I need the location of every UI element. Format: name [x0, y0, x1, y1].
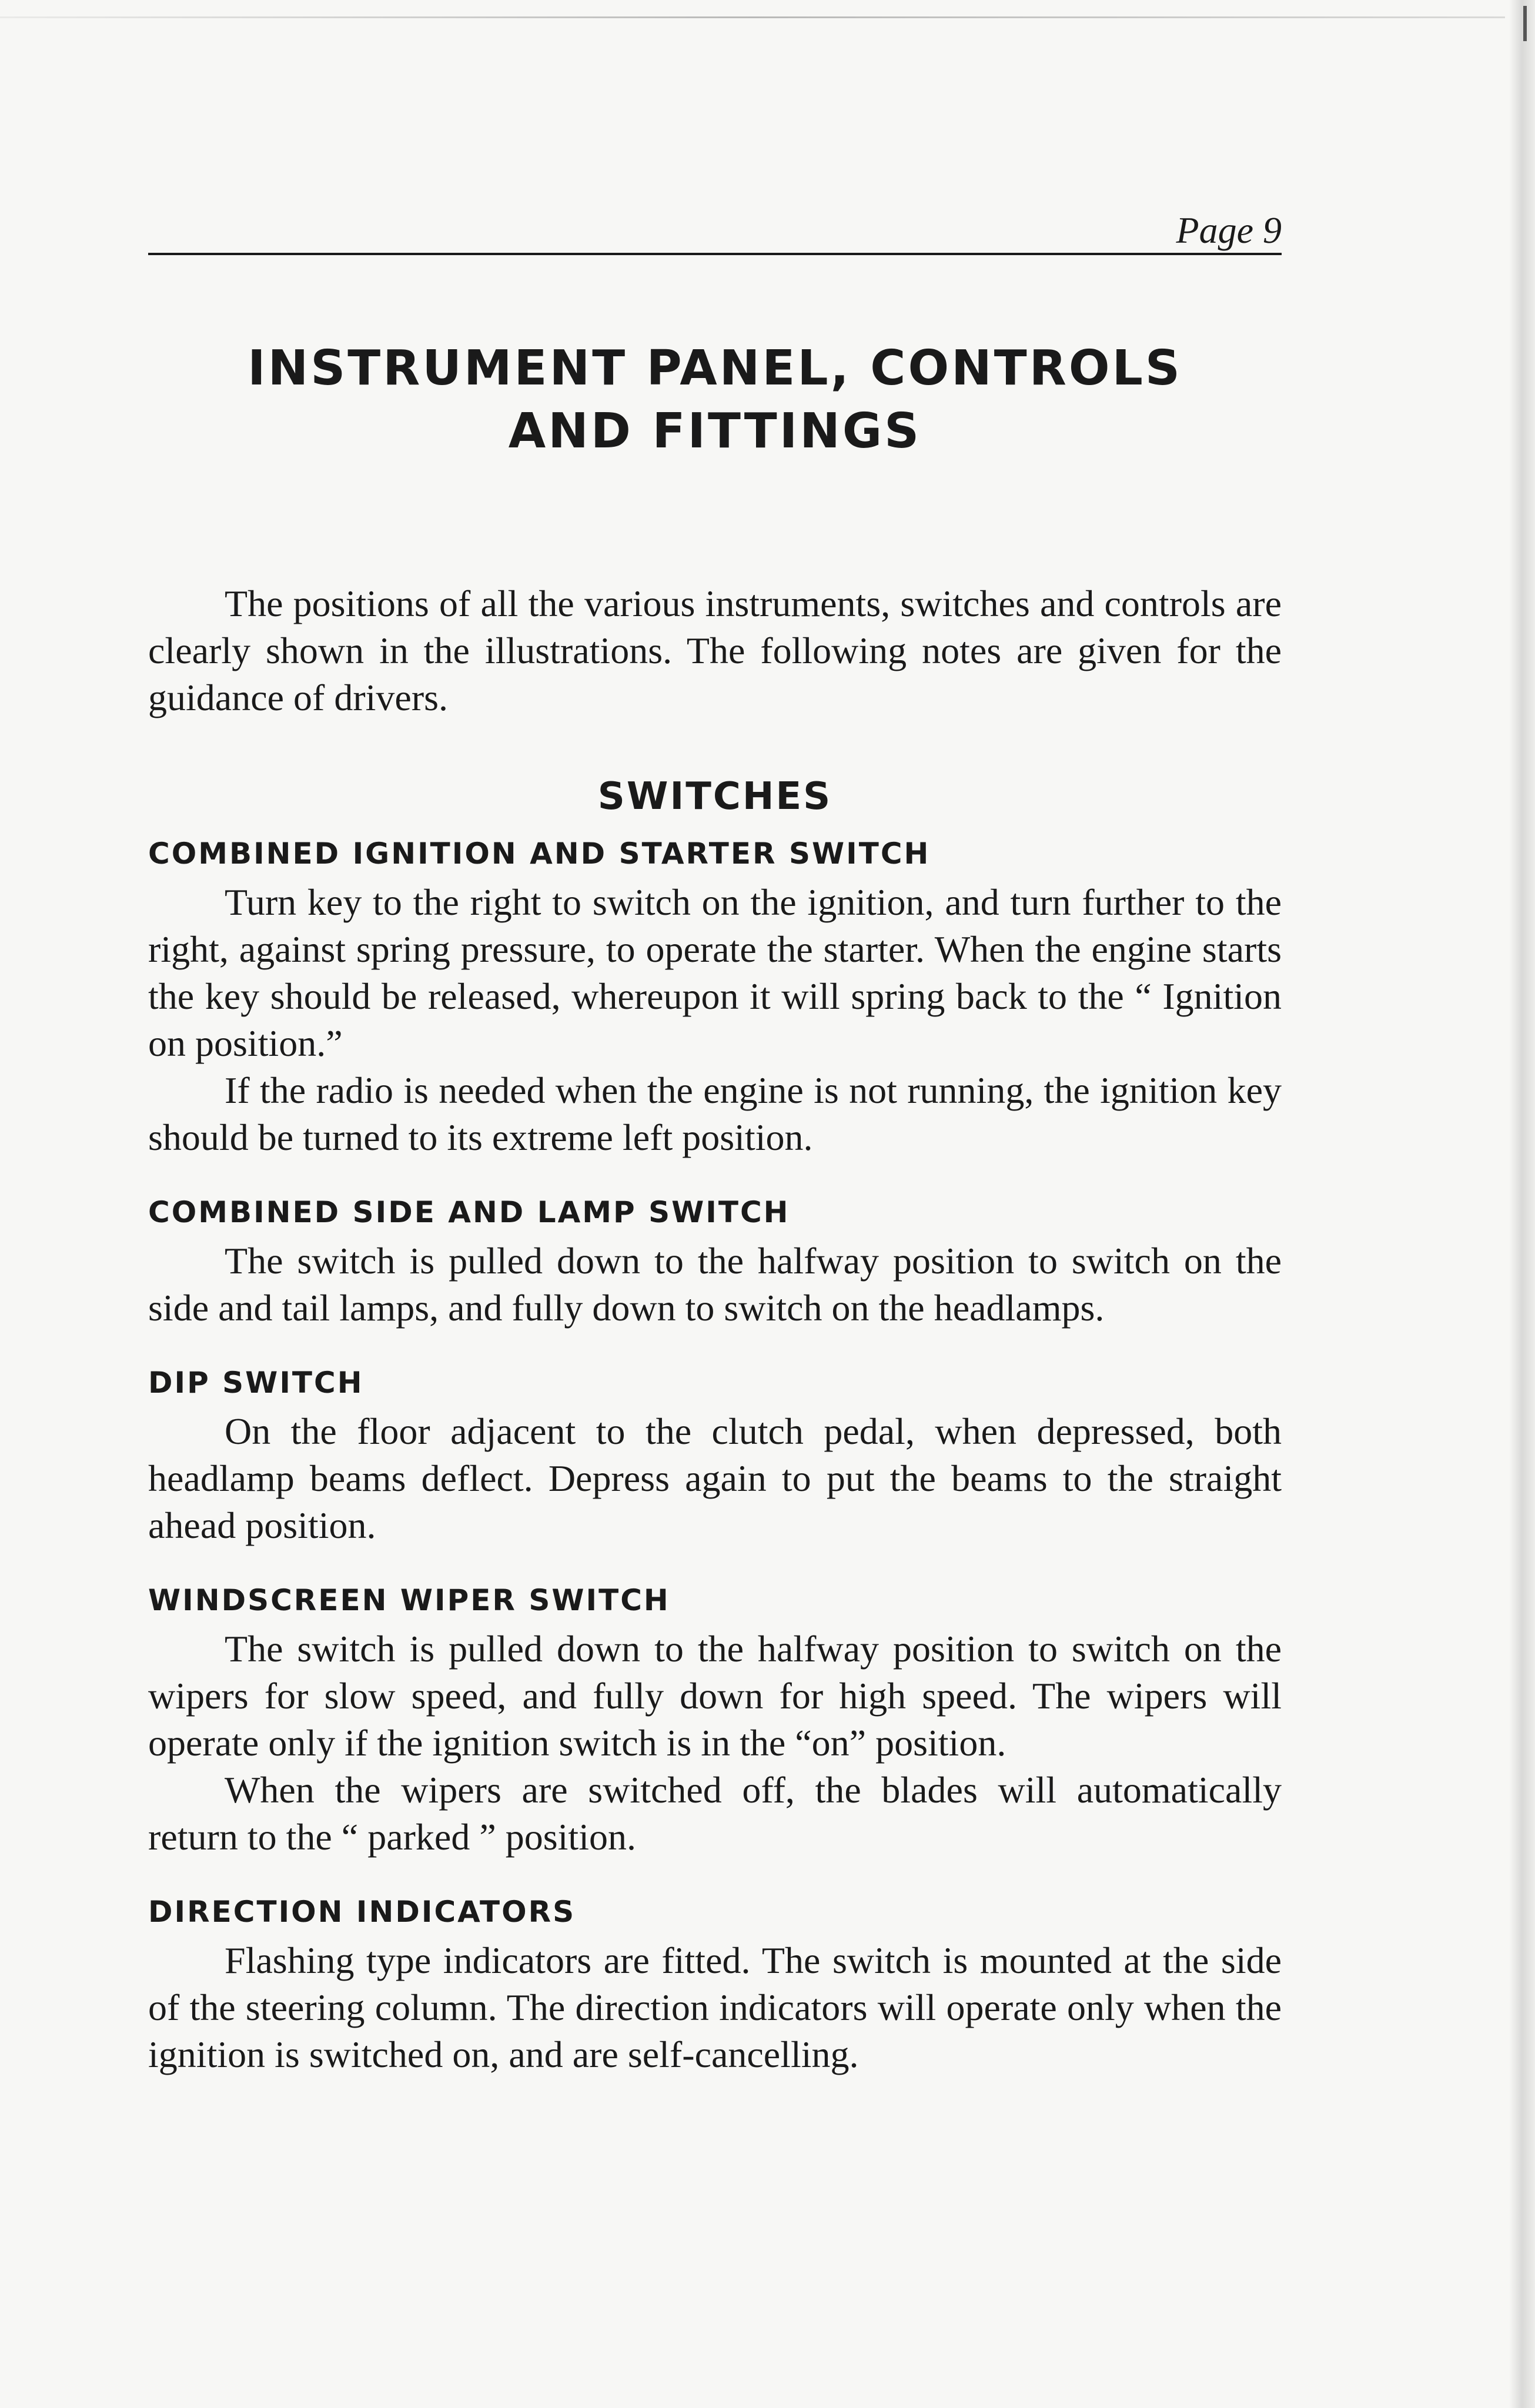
page-title-line-1: INSTRUMENT PANEL, CONTROLS	[248, 340, 1182, 396]
wiper-switch-section	[148, 1583, 1282, 1861]
wiper-switch-paragraph-2: When the wipers are switched off, the blades will automatically return to the “ parked ” position.	[148, 1769, 1282, 1858]
direction-indicators-section	[148, 1897, 1282, 2078]
side-lamp-switch-heading: COMBINED SIDE AND LAMP SWITCH	[148, 1195, 790, 1230]
ignition-switch-heading: COMBINED IGNITION AND STARTER SWITCH	[148, 837, 931, 871]
page-header	[148, 200, 1282, 255]
page-number: Page 9	[1176, 209, 1282, 251]
scan-edge-right	[1509, 0, 1535, 2408]
dip-switch-paragraph: On the floor adjacent to the clutch pedal, when depressed, both headlamp beams deflect. Depress again to put the beams to the straight ahead position.	[148, 1410, 1282, 1547]
dip-switch-heading: DIP SWITCH	[148, 1366, 364, 1400]
direction-indicators-paragraph: Flashing type indicators are fitted. The switch is mounted at the side of the steering column. The direction indicators will operate only when the ignition is switched on, and are self-cancelling.	[148, 1939, 1282, 2076]
wiper-switch-paragraph-1: The switch is pulled down to the halfway position to switch on the wipers for slow speed, and fully down for high speed. The wipers will operate only if the ignition switch is in the “on” position.	[148, 1628, 1282, 1764]
ignition-switch-paragraph-1: Turn key to the right to switch on the ignition, and turn further to the right, against spring pressure, to operate the starter. When the engine starts the key should be released, whereupon it will spring back to the “ Ignition on position.”	[148, 881, 1282, 1065]
page-title	[148, 337, 1282, 463]
ignition-switch-section	[148, 839, 1282, 1161]
scan-edge-mark	[1523, 6, 1527, 41]
direction-indicators-heading: DIRECTION INDICATORS	[148, 1895, 576, 1929]
ignition-switch-paragraph-2: If the radio is needed when the engine is not running, the ignition key should be turned to its extreme left position.	[148, 1069, 1282, 1159]
dip-switch-section	[148, 1368, 1282, 1549]
side-lamp-switch-section	[148, 1195, 1282, 1332]
section-heading: SWITCHES	[597, 775, 832, 819]
page-content	[148, 200, 1282, 2078]
page-title-line-2: AND FITTINGS	[508, 403, 922, 459]
side-lamp-switch-paragraph: The switch is pulled down to the halfway position to switch on the side and tail lamps, and fully down to switch on the headlamps.	[148, 1240, 1282, 1329]
scan-edge-top	[0, 16, 1505, 18]
wiper-switch-heading: WINDSCREEN WIPER SWITCH	[148, 1583, 670, 1618]
intro-paragraph: The positions of all the various instruments, switches and controls are clearly shown in the illustrations. The following notes are given for the guidance of drivers.	[148, 583, 1282, 719]
